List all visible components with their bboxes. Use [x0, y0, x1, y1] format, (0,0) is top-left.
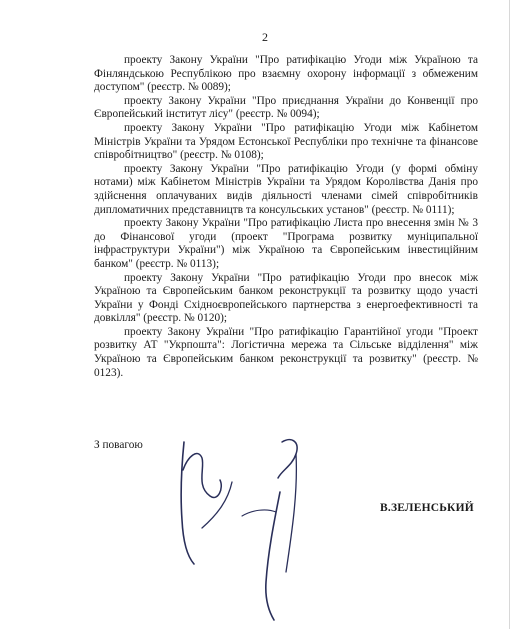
signature-stroke — [286, 454, 296, 572]
signature-stroke — [278, 440, 297, 478]
list-item: проекту Закону України "Про приєднання України до Конвенції про Європейський інститут лісу" (реєстр. № 0094); — [94, 94, 478, 121]
list-item: проекту Закону України "Про ратифікацію Угоди між Україною та Фінляндською Республікою про взаємну охорону інформації з обмеженим доступом" (реєстр. № 0089); — [94, 54, 478, 94]
list-item: проекту Закону України "Про ратифікацію Угоди (у формі обміну нотами) між Кабінетом Міністрів України та Урядом Королівства Данія про здійснення оплачуваних видів діяльності членами сімей співробітників дипломатичних представництв та консульських установ" (реєстр. № 0111); — [94, 162, 478, 216]
signature-stroke — [183, 454, 221, 498]
list-item: проекту Закону України "Про ратифікацію Листа про внесення змін № 3 до Фінансової угоди (проект "Програма розвитку муніципальної інфраструктури України") між Україною та Європейським інвестиційним банком" (реєстр. № 0113); — [94, 217, 478, 270]
page-number: 2 — [262, 30, 268, 44]
document-body — [94, 54, 478, 380]
signature-stroke — [242, 510, 276, 516]
signer-name: В.ЗЕЛЕНСЬКИЙ — [380, 502, 474, 514]
handwritten-signature — [170, 432, 370, 627]
closing-phrase: З повагою — [94, 439, 143, 451]
list-item: проекту Закону України "Про ратифікацію Угоди про внесок між Україною та Європейським банком реконструкції та розвитку щодо участі України у Фонді Східноєвропейського партнерства з енергоефективності та довкілля" (реєстр. № 0120); — [94, 271, 478, 325]
signature-stroke — [202, 482, 232, 528]
list-item: проекту Закону України "Про ратифікацію Угоди між Кабінетом Міністрів України та Урядом Естонської Республіки про технічне та фінансове співробітництво" (реєстр. № 0108); — [94, 121, 478, 162]
list-item: проекту Закону України "Про ратифікацію Гарантійної угоди "Проект розвитку АТ "Укрпошта": Логістична мережа та Сільське відділення" між Україною та Європейським банком реконструкції та розвитку" (реєстр. № 0123). — [94, 325, 478, 379]
